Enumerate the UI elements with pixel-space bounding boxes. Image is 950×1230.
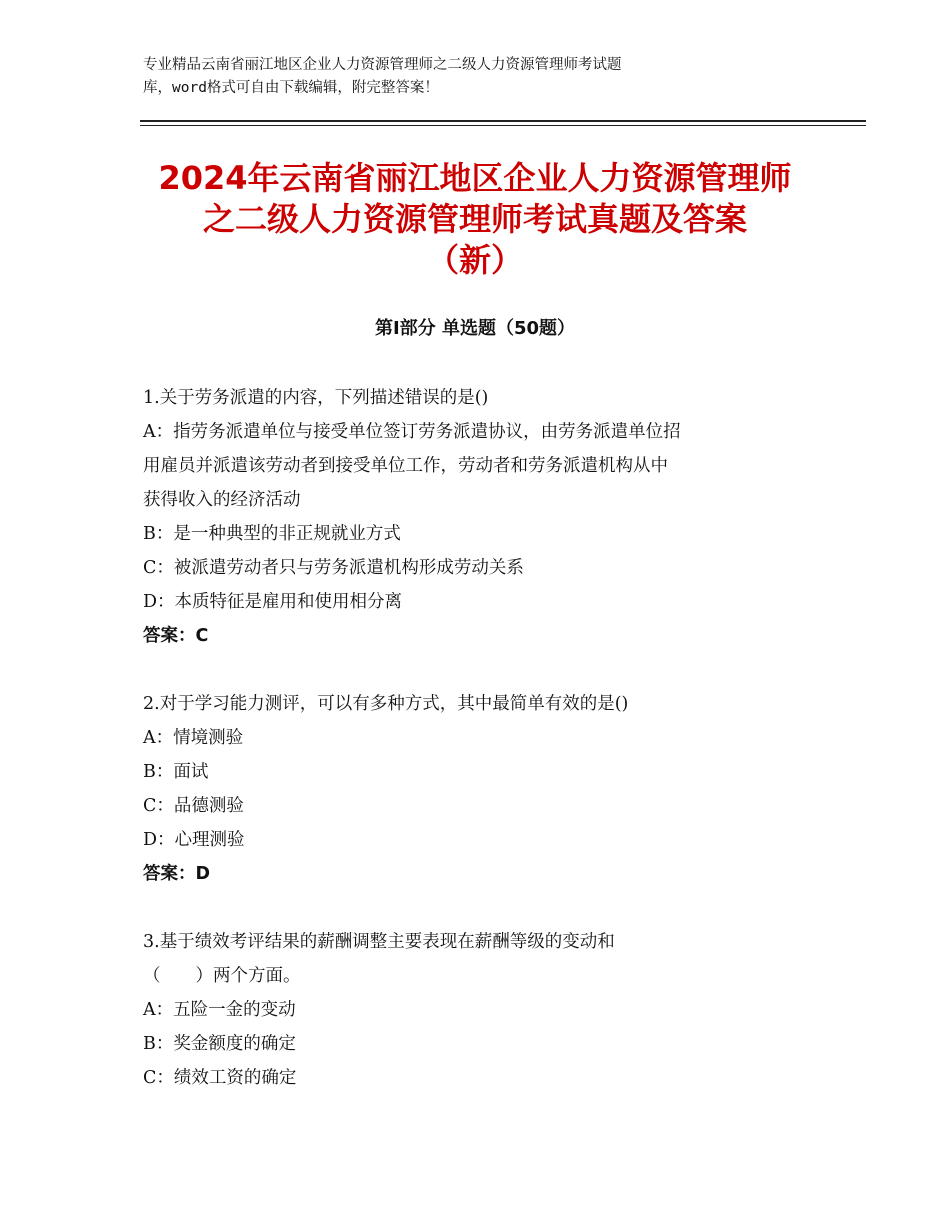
header-divider-thin: [140, 125, 866, 126]
question-2: [143, 687, 823, 891]
option-a-continued: 用雇员并派遣该劳动者到接受单位工作，劳动者和劳务派遣机构从中: [143, 456, 668, 476]
header-note-line-2: 库，word格式可自由下载编辑，附完整答案！: [143, 80, 439, 96]
option-a: A：指劳务派遣单位与接受单位签订劳务派遣协议，由劳务派遣单位招: [143, 422, 681, 442]
question-list: [143, 381, 823, 1129]
section-heading: 第Ⅰ部分 单选题（50题）: [374, 318, 575, 339]
document-title: [100, 158, 850, 281]
answer: 答案：D: [143, 864, 211, 884]
question-1: [143, 381, 823, 653]
title-line-1: 2024年云南省丽江地区企业人力资源管理师: [158, 159, 792, 197]
header-divider-thick: [140, 120, 866, 122]
question-text: 2.对于学习能力测评，可以有多种方式，其中最简单有效的是(): [143, 694, 629, 714]
option-c: C：绩效工资的确定: [143, 1068, 297, 1088]
option-b: B：是一种典型的非正规就业方式: [143, 524, 401, 544]
option-a-continued: 获得收入的经济活动: [143, 490, 301, 510]
question-3: [143, 925, 823, 1095]
option-d: D：心理测验: [143, 830, 245, 850]
header-note: [143, 54, 793, 100]
option-a: A：五险一金的变动: [143, 1000, 296, 1020]
header-note-line-1: 专业精品云南省丽江地区企业人力资源管理师之二级人力资源管理师考试题: [143, 57, 622, 73]
title-line-3: （新）: [426, 241, 523, 279]
option-b: B：面试: [143, 762, 209, 782]
title-line-2: 之二级人力资源管理师考试真题及答案: [202, 200, 747, 238]
question-text: 3.基于绩效考评结果的薪酬调整主要表现在薪酬等级的变动和: [143, 932, 615, 952]
option-a: A：情境测验: [143, 728, 244, 748]
option-d: D：本质特征是雇用和使用相分离: [143, 592, 403, 612]
question-text: 1.关于劳务派遣的内容，下列描述错误的是(): [143, 388, 489, 408]
option-c: C：被派遣劳动者只与劳务派遣机构形成劳动关系: [143, 558, 524, 578]
option-c: C：品德测验: [143, 796, 244, 816]
option-b: B：奖金额度的确定: [143, 1034, 296, 1054]
question-text-continued: （ ）两个方面。: [143, 966, 301, 986]
answer: 答案：C: [143, 626, 209, 646]
